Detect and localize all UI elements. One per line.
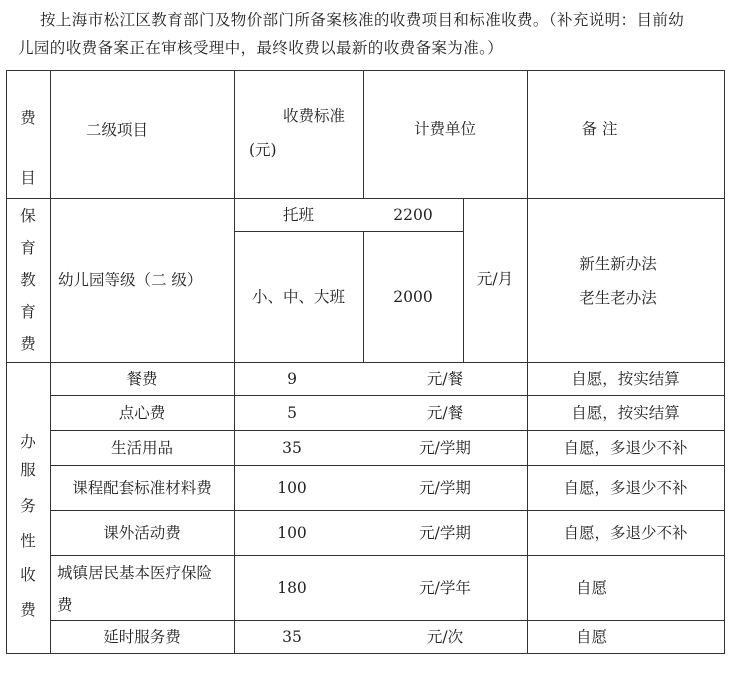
service-item-line-2: 费	[57, 596, 73, 614]
service-category-char: 服	[20, 461, 36, 479]
class-fee-main: 2000	[393, 287, 433, 306]
service-item: 生活用品	[110, 438, 173, 457]
service-item: 延时服务费	[103, 627, 181, 646]
header-remarks: 备 注	[581, 120, 618, 138]
class-name-main: 小、中、大班	[251, 287, 345, 306]
service-unit: 元/学期	[419, 478, 471, 497]
service-unit: 元/学期	[419, 523, 471, 542]
service-category-char: 务	[20, 497, 36, 515]
service-unit: 元/次	[426, 627, 464, 646]
intro-line-1: 按上海市松江区教育部门及物价部门所备案核准的收费项目和标准收费。（补充说明：目前幼	[40, 11, 685, 29]
education-category-char: 保	[20, 207, 36, 225]
service-category-char: 办	[20, 433, 36, 451]
header-category-char-2: 目	[20, 169, 36, 187]
service-note: 自愿，多退少不补	[563, 438, 688, 457]
service-item: 课外活动费	[103, 523, 181, 542]
service-category-cell-bottom	[6, 496, 50, 620]
education-category-char: 教	[20, 271, 36, 289]
class-name-nursery: 托班	[282, 205, 314, 224]
education-category-cell	[6, 206, 50, 354]
service-unit: 元/餐	[426, 403, 464, 422]
kindergarten-level: 幼儿园等级（二 级）	[58, 271, 203, 289]
service-fee: 9	[287, 369, 297, 388]
service-note: 自愿	[576, 627, 608, 646]
service-fee: 35	[282, 438, 302, 457]
intro-line-2: 儿园的收费备案正在审核受理中，最终收费以最新的收费备案为准。）	[18, 39, 504, 57]
service-note: 自愿	[576, 578, 608, 597]
service-fee: 100	[277, 478, 307, 497]
service-unit: 元/学年	[419, 578, 471, 597]
education-category-char: 育	[20, 239, 36, 257]
service-unit: 元/学期	[419, 438, 471, 457]
header-category-cell	[6, 108, 50, 188]
service-category-char: 性	[20, 531, 36, 550]
education-note-line-2: 老生老办法	[579, 289, 657, 307]
service-unit: 元/餐	[426, 369, 464, 388]
service-fee: 180	[277, 578, 307, 597]
education-category-char: 费	[20, 335, 36, 353]
header-billing-unit: 计费单位	[413, 120, 476, 138]
service-note: 自愿，按实结算	[571, 403, 680, 422]
education-category-char: 育	[20, 303, 36, 321]
header-subitem: 二级项目	[85, 121, 148, 139]
education-unit: 元/月	[476, 269, 514, 288]
service-item: 课程配套标准材料费	[72, 478, 212, 497]
header-fee-standard: 收费标准	[283, 107, 346, 125]
service-category-cell-top	[6, 432, 50, 480]
service-fee: 5	[287, 403, 297, 422]
service-item: 点心费	[118, 403, 166, 422]
service-note: 自愿，多退少不补	[563, 478, 688, 497]
service-note: 自愿，多退少不补	[563, 523, 688, 542]
education-note-line-1: 新生新办法	[579, 255, 657, 273]
service-category-char: 收	[20, 566, 36, 585]
service-item: 餐费	[126, 369, 158, 388]
service-category-char: 费	[20, 600, 36, 619]
service-item-line-1: 城镇居民基本医疗保险	[57, 564, 213, 582]
service-note: 自愿，按实结算	[571, 369, 680, 388]
service-fee: 100	[277, 523, 307, 542]
header-fee-unit-yuan: (元)	[249, 141, 277, 159]
class-fee-nursery: 2200	[393, 205, 433, 224]
service-fee: 35	[282, 627, 302, 646]
header-category-char-1: 费	[20, 109, 36, 127]
